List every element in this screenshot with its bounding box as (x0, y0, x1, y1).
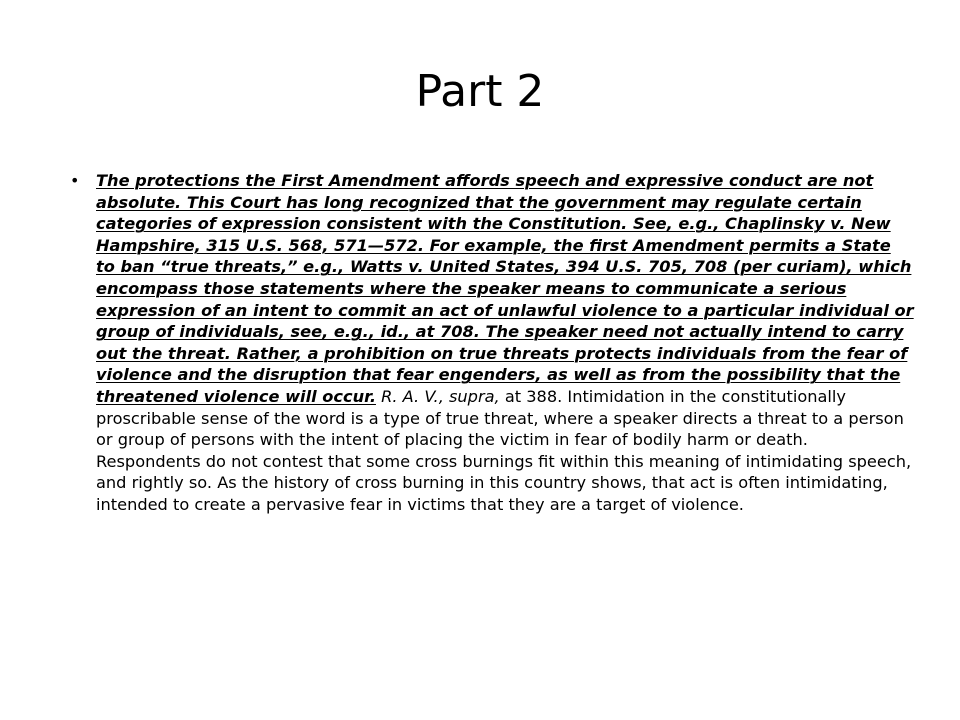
bullet-list (70, 170, 915, 516)
bullet-item (70, 170, 915, 516)
quoted-passage: The protections the First Amendment affords speech and expressive conduct are not absolute. This Court has long recognized that the government may regulate certain categories of expression consistent with the Constitution. See, e.g., Chaplinsky v. New Hampshire, 315 U.S. 568, 571—572. For example, the first Amendment permits a State to ban “true threats,” e.g., Watts v. United States, 394 U.S. 705, 708 (per curiam), which encompass those statements where the speaker means to communicate a serious expression of an intent to commit an act of unlawful violence to a particular individual or group of individuals, see, e.g., id., at 708. The speaker need not actually intend to carry out the threat. Rather, a prohibition on true threats protects individuals from the fear of violence and the disruption that fear engenders, as well as from the possibility that the threatened violence will occur. (96, 171, 914, 406)
slide-title: Part 2 (415, 66, 545, 117)
bullet-dot-icon: • (70, 171, 80, 190)
paragraph-continuation: at 388. Intimidation in the constitutionally proscribable sense of the word is a type of true threat, where a speaker directs a threat to a person or group of persons with the intent of placing the victim in fear of bodily harm or death. Respondents do not contest that some cross burnings fit within this meaning of intimidating speech, and rightly so. As the history of cross burning in this country shows, that act is often intimidating, intended to create a pervasive fear in victims that they are a target of violence. (96, 386, 912, 514)
case-citation: R. A. V., supra, (381, 386, 500, 406)
